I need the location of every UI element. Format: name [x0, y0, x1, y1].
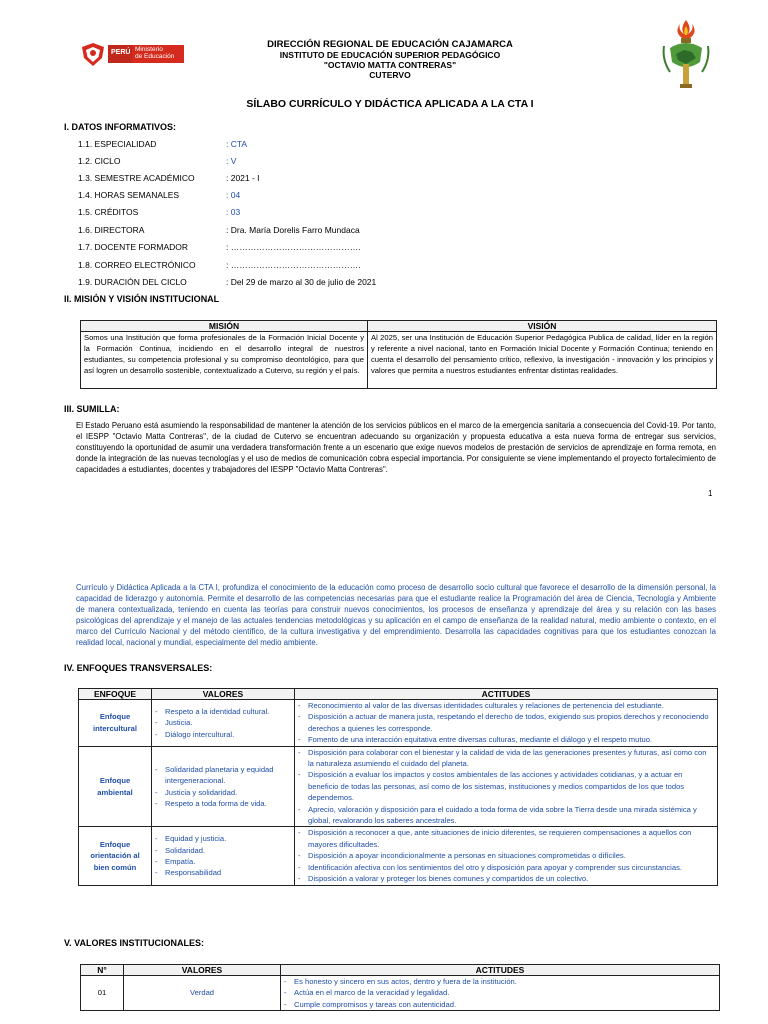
section-2-heading: II. MISIÓN Y VISIÓN INSTITUCIONAL: [64, 294, 220, 304]
valor-item: - Respeto a la identidad cultural.: [155, 706, 291, 717]
valor-item: - Diálogo intercultural.: [155, 729, 291, 740]
info-value: : 04: [226, 190, 241, 200]
info-value: : Del 29 de marzo al 30 de julio de 2021: [226, 277, 377, 287]
table-row: [79, 827, 718, 885]
valor-item: - Solidaridad planetaria y equidad intergeneracional.: [155, 764, 291, 787]
info-value: : 03: [226, 207, 241, 217]
section-5-heading: V. VALORES INSTITUCIONALES:: [64, 938, 205, 948]
actitud-item: - Fomento de una interacción equitativa entre diversas culturas, mediante el diálogo y el respeto mutuo.: [298, 734, 714, 745]
actitud-item: - Disposición a reconocer a que, ante situaciones de inicio diferentes, se requieren compensaciones a aquellos con mayores dificultades.: [298, 827, 714, 850]
page-number: 1: [708, 489, 713, 498]
actitudes-cell: [295, 700, 718, 747]
actitud-item: - Disposición a actuar de manera justa, respetando el derecho de todos, exigiendo sus propios derechos y reconociendo derechos a quienes les corresponde.: [298, 711, 714, 734]
enfoque-name: Enfoque orientación al bien común: [79, 827, 152, 885]
info-label: 1.2. CICLO: [78, 156, 121, 166]
vision-text: Al 2025, ser una Institución de Educación Superior Pedagógica Publica de calidad, líder en la región y referente a nivel nacional, tanto en Formación Inicial Docente y Formación Continua; teniendo en cuenta el desarrollo del pensamiento crítico, reflexivo, la investigación - innovación y los principios y valores que permita a nuestros estudiantes enfrentar distintas realidades.: [368, 332, 717, 389]
actitud-item: - Es honesto y sincero en sus actos, dentro y fuera de la institución.: [284, 976, 716, 987]
valores-cell: [152, 827, 295, 885]
col-valores: VALORES: [152, 689, 295, 700]
header-line-4: CUTERVO: [369, 70, 411, 80]
section-1-heading: I. DATOS INFORMATIVOS:: [64, 122, 176, 132]
info-label: 1.3. SEMESTRE ACADÉMICO: [78, 173, 195, 183]
table-row: [79, 700, 718, 747]
mision-vision-table: [80, 320, 717, 389]
sumilla-text: El Estado Peruano está asumiendo la responsabilidad de mantener la atención de los servicios públicos en el marco de la emergencia sanitaria a consecuencia del Covid-19. Por tanto, el IESPP "Octavio Matta Contreras", de la ciudad de Cutervo se encuentran adecuando su organización y propuesta educativa a esta nueva forma de entregar sus servicios, constituyendo la oportunidad de asumir una verdadera transformación frente a un escenario que exige nuevos modelos de prestación de servicios de aprendizaje en forma remota, en donde la integración de las nuevas tecnologías y el uso de medios de comunicación cobra especial importancia. Por consiguiente se viene implementando el proyecto fortalecimiento de capacidades a estudiantes, docentes y trabajadores del IESPP "Octavio Matta Contreras".: [76, 421, 716, 474]
info-label: 1.9. DURACIÓN DEL CICLO: [78, 277, 187, 287]
actitud-item: - Disposición a valorar y proteger los bienes comunes y compartidos de un colectivo.: [298, 873, 714, 884]
actitud-item: - Disposición a evaluar los impactos y costos ambientales de las acciones y actividades cotidianas, y a actuar en beneficio de todas las personas, así como de los sistemas, instituciones y medios compartidos de los que todos dependemos.: [298, 769, 714, 803]
info-label: 1.8. CORREO ELECTRÓNICO: [78, 260, 196, 270]
vision-header: VISIÓN: [368, 321, 717, 332]
valor-item: - Responsabilidad: [155, 867, 291, 878]
info-label: 1.7. DOCENTE FORMADOR: [78, 242, 189, 252]
info-label: 1.1. ESPECIALIDAD: [78, 139, 157, 149]
actitud-item: - Aprecio, valoración y disposición para el cuidado a toda forma de vida sobre la Tierra desde una mirada sistémica y global, revalorando los saberes ancestrales.: [298, 804, 714, 827]
enfoque-name: Enfoque intercultural: [79, 700, 152, 747]
actitudes-cell: [295, 827, 718, 885]
valores-table: [80, 964, 720, 1011]
info-value: : V: [226, 156, 237, 166]
sumilla-text-continued: Currículo y Didáctica Aplicada a la CTA I, profundiza el conocimiento de la educación como proceso de desarrollo socio cultural que favorece el desarrollo de la dimensión personal, la capacidad de liderazgo y autonomía. Permite el desarrollo de las competencias necesarias para que el estudiante realice la Programación del área de Ciencia, Tecnología y Ambiente de manera contextualizada, teniendo en cuenta las teorías para construir nuevos conocimientos, los procesos de enseñanza y aprendizaje del área y su relación con las bases psicológicas del aprendizaje y el manejo de las actuales tendencias metodológicas y su aplicación en el campo de enseñanza de la realidad natural, medio ambiente o contexto, en el marco del Currículo Nacional y del método científico, de la cultura investigativa y del emprendimiento. Desarrolla las capacidades cognitivas para que los estudiantes conozcan la realidad local, nacional y mundial, especialmente del medio ambiente.: [76, 583, 716, 647]
mision-header: MISIÓN: [81, 321, 368, 332]
info-value: : Dra. María Dorelis Farro Mundaca: [226, 225, 360, 235]
actitud-item: - Actúa en el marco de la veracidad y legalidad.: [284, 987, 716, 998]
valor-item: - Solidaridad.: [155, 845, 291, 856]
enfoque-name: Enfoque ambiental: [79, 746, 152, 827]
section-3-heading: III. SUMILLA:: [64, 404, 120, 414]
info-label: 1.5. CRÉDITOS: [78, 207, 139, 217]
valor-item: - Empatía.: [155, 856, 291, 867]
logo-country: PERÚ: [111, 49, 131, 56]
col-valores: VALORES: [124, 965, 281, 976]
torch-emblem-icon: [656, 16, 716, 96]
valores-cell: [152, 700, 295, 747]
table-row: [81, 976, 720, 1011]
actitud-item: - Cumple compromisos y tareas con autenticidad.: [284, 999, 716, 1010]
actitudes-cell: [295, 746, 718, 827]
header-line-1: DIRECCIÓN REGIONAL DE EDUCACIÓN CAJAMARCA: [267, 39, 513, 50]
header-line-2: INSTITUTO DE EDUCACIÓN SUPERIOR PEDAGÓGICO: [279, 50, 501, 60]
ministry-logo: [80, 42, 185, 66]
valor-name: Verdad: [124, 976, 281, 1011]
info-value: : ……………………………………….: [226, 260, 361, 270]
peru-shield-icon: [80, 42, 106, 66]
actitud-item: - Reconocimiento al valor de las diversas identidades culturales y relaciones de pertenencia del estudiante.: [298, 700, 714, 711]
logo-ministry-line2: de Educación: [135, 53, 175, 60]
info-label: 1.4. HORAS SEMANALES: [78, 190, 180, 200]
valor-item: - Justicia y solidaridad.: [155, 787, 291, 798]
mision-text: Somos una Institución que forma profesionales de la Formación Inicial Docente y la Formación Continua, incidiendo en el desarrollo integral de nuestros estudiantes, su competencia profesional y su compromiso deontológico, para que así logren un desarrollo sostenible, contextualizado a Cutervo, su región y el país.: [81, 332, 368, 389]
col-numero: N°: [81, 965, 124, 976]
page-title: SÍLABO CURRÍCULO Y DIDÁCTICA APLICADA A LA CTA I: [246, 98, 534, 110]
valor-number: 01: [81, 976, 124, 1011]
valor-item: - Justicia.: [155, 717, 291, 728]
enfoques-table: [78, 688, 718, 886]
valores-cell: [152, 746, 295, 827]
actitud-item: - Disposición a apoyar incondicionalmente a personas en situaciones comprometidas o difíciles.: [298, 850, 714, 861]
actitudes-cell: [281, 976, 720, 1011]
valor-item: - Equidad y justicia.: [155, 833, 291, 844]
valor-item: - Respeto a toda forma de vida.: [155, 798, 291, 809]
info-value: : CTA: [226, 139, 248, 149]
info-value: : ……………………………………….: [226, 242, 361, 252]
logo-ministry-line1: Ministerio: [135, 46, 163, 53]
header-line-3: "OCTAVIO MATTA CONTRERAS": [323, 60, 457, 70]
table-row: [79, 746, 718, 827]
info-label: 1.6. DIRECTORA: [78, 225, 145, 235]
institute-emblem: [656, 16, 716, 96]
actitud-item: - Identificación afectiva con los sentimientos del otro y disposición para apoyar y comprender sus circunstancias.: [298, 862, 714, 873]
info-value: : 2021 - I: [226, 173, 260, 183]
col-actitudes: ACTITUDES: [281, 965, 720, 976]
section-4-heading: IV. ENFOQUES TRANSVERSALES:: [64, 663, 213, 673]
actitud-item: - Disposición para colaborar con el bienestar y la calidad de vida de las generaciones presentes y futuras, así como con la naturaleza asumiendo el cuidado del planeta.: [298, 747, 714, 770]
col-actitudes: ACTITUDES: [295, 689, 718, 700]
col-enfoque: ENFOQUE: [79, 689, 152, 700]
